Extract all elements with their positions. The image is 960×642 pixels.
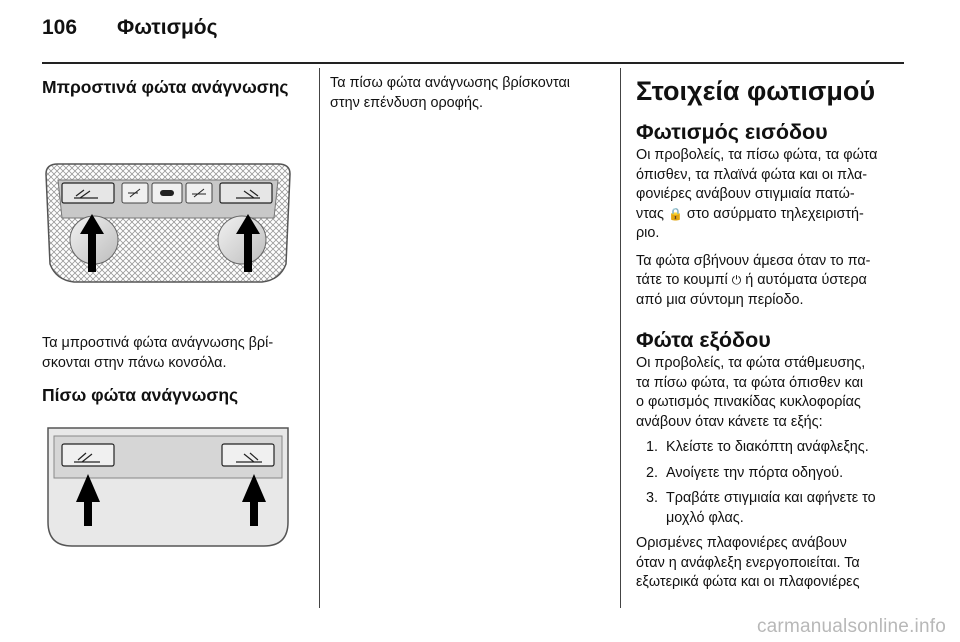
entry-lighting-p2-line-3: από μια σύντομη περίοδο.: [636, 291, 804, 308]
rear-reading-lights-heading-wrap: [42, 382, 304, 408]
rear-reading-lights-figure: [42, 422, 294, 550]
entry-lighting-line-1: Οι προβολείς, τα πίσω φώτα, τα φώτα: [636, 147, 878, 163]
lock-icon: 🔒: [667, 206, 683, 221]
entry-lighting-line-4-post: στο ασύρματο τηλεχειριστή‐: [682, 205, 864, 222]
column-divider-1: [319, 68, 320, 608]
column-1: [42, 74, 304, 100]
list-item: [636, 489, 908, 528]
entry-lighting-line-4-pre: ντας: [636, 205, 668, 222]
column-2: [330, 74, 608, 113]
list-item: [636, 438, 908, 458]
step-text: Κλείστε το διακόπτη ανάφλεξης.: [666, 439, 869, 455]
front-reading-lights-heading: Μπροστινά φώτα ανάγνωσης: [42, 77, 289, 97]
exit-lighting-title: Φώτα εξόδου: [636, 328, 771, 352]
rear-reading-lights-line-1: Τα πίσω φώτα ανάγνωσης βρίσκονται: [330, 75, 570, 91]
entry-lighting-line-4: [636, 205, 908, 225]
front-reading-lights-line-1: Τα μπροστινά φώτα ανάγνωσης βρί‐: [42, 335, 274, 351]
rear-reading-lights-heading: Πίσω φώτα ανάγνωσης: [42, 385, 239, 405]
step-number: 3.: [646, 490, 659, 506]
step-text: Τραβάτε στιγμιαία και αφήνετε το: [666, 490, 876, 506]
step-text-cont: μοχλό φλας.: [666, 509, 744, 526]
rear-reading-lights-line-2: στην επένδυση οροφής.: [330, 94, 483, 111]
step-number: 1.: [646, 439, 659, 455]
exit-lighting-line-2: τα πίσω φώτα, τα φώτα όπισθεν και: [636, 374, 864, 391]
page-title: Φωτισμός: [117, 16, 218, 39]
entry-lighting-line-3: φονιέρες ανάβουν στιγμιαία πατώ‐: [636, 186, 855, 202]
list-item: [636, 464, 908, 484]
page-number: 106: [42, 16, 78, 39]
entry-lighting-line-2: όπισθεν, τα πλαϊνά φώτα και οι πλα‐: [636, 166, 868, 183]
entry-lighting-p2-line-2: [636, 271, 908, 291]
entry-lighting-title: Φωτισμός εισόδου: [636, 120, 828, 144]
entry-lighting-p2-line-2-pre: τάτε το κουμπί: [636, 272, 732, 288]
power-icon: ⏻: [731, 273, 742, 287]
entry-lighting-p2-line-2-post: ή αυτόματα ύστερα: [741, 272, 867, 288]
step-text: Ανοίγετε την πόρτα οδηγού.: [666, 464, 844, 481]
front-reading-lights-figure: [42, 156, 294, 296]
column-divider-2: [620, 68, 621, 608]
exit-lighting-line-4: ανάβουν όταν κάνετε τα εξής:: [636, 413, 823, 430]
header-rule: [42, 62, 904, 64]
exit-lighting-steps: [636, 438, 908, 528]
lighting-features-title: Στοιχεία φωτισμού: [636, 76, 876, 106]
exit-lighting-p2-line-2: όταν η ανάφλεξη ενεργοποιείται. Τα: [636, 554, 860, 571]
step-number: 2.: [646, 464, 659, 481]
entry-lighting-p2-line-1: Τα φώτα σβήνουν άμεσα όταν το πα‐: [636, 252, 871, 269]
front-reading-lights-line-2: σκονται στην πάνω κονσόλα.: [42, 354, 227, 371]
exit-lighting-p2-line-3: εξωτερικά φώτα και οι πλαφονιέρες: [636, 574, 860, 590]
column-3: [636, 74, 908, 593]
entry-lighting-line-5: ριο.: [636, 225, 660, 241]
front-reading-lights-text: [42, 334, 304, 373]
exit-lighting-p2-line-1: Ορισμένες πλαφονιέρες ανάβουν: [636, 535, 847, 551]
exit-lighting-line-1: Οι προβολείς, τα φώτα στάθμευσης,: [636, 355, 866, 371]
exit-lighting-line-3: ο φωτισμός πινακίδας κυκλοφορίας: [636, 394, 861, 410]
watermark: carmanualsonline.info: [756, 616, 946, 637]
